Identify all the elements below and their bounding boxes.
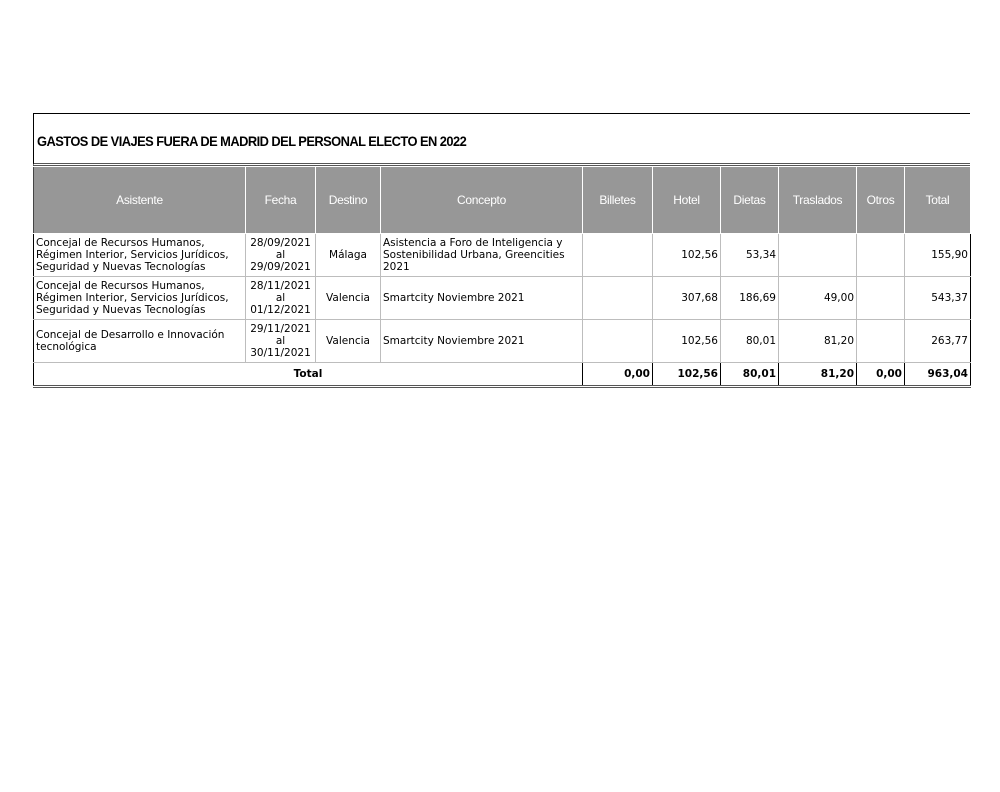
header-asistente: Asistente xyxy=(34,167,246,234)
totals-row xyxy=(34,363,971,387)
header-hotel: Hotel xyxy=(653,167,721,234)
cell-dietas: 186,69 xyxy=(721,277,779,320)
cell-destino: Valencia xyxy=(316,320,381,363)
fecha-hasta: 30/11/2021 xyxy=(250,347,311,359)
total-traslados: 81,20 xyxy=(779,363,857,387)
total-hotel: 102,56 xyxy=(653,363,721,387)
cell-asistente: Concejal de Desarrollo e Innovación tecnológica xyxy=(34,320,246,363)
header-traslados: Traslados xyxy=(779,167,857,234)
total-dietas: 80,01 xyxy=(721,363,779,387)
cell-otros xyxy=(857,320,905,363)
cell-hotel: 307,68 xyxy=(653,277,721,320)
cell-otros xyxy=(857,277,905,320)
cell-concepto: Smartcity Noviembre 2021 xyxy=(381,320,583,363)
fecha-desde: 28/11/2021 xyxy=(250,280,311,292)
fecha-desde: 28/09/2021 xyxy=(250,237,311,249)
expense-sheet xyxy=(33,113,970,388)
cell-total: 543,37 xyxy=(905,277,971,320)
fecha-al: al xyxy=(275,335,286,347)
cell-destino: Valencia xyxy=(316,277,381,320)
cell-destino: Málaga xyxy=(316,234,381,277)
fecha-al: al xyxy=(275,292,286,304)
cell-total: 155,90 xyxy=(905,234,971,277)
expense-table xyxy=(33,166,971,388)
cell-fecha xyxy=(246,234,316,277)
cell-fecha xyxy=(246,320,316,363)
title-box xyxy=(33,113,970,166)
cell-asistente: Concejal de Recursos Humanos, Régimen Interior, Servicios Jurídicos, Seguridad y Nuevas Tecnologías xyxy=(34,234,246,277)
cell-asistente: Concejal de Recursos Humanos, Régimen Interior, Servicios Jurídicos, Seguridad y Nuevas Tecnologías xyxy=(34,277,246,320)
cell-traslados xyxy=(779,234,857,277)
cell-traslados: 49,00 xyxy=(779,277,857,320)
total-otros: 0,00 xyxy=(857,363,905,387)
cell-otros xyxy=(857,234,905,277)
table-row xyxy=(34,320,971,363)
cell-dietas: 80,01 xyxy=(721,320,779,363)
cell-billetes xyxy=(583,320,653,363)
cell-concepto: Smartcity Noviembre 2021 xyxy=(381,277,583,320)
cell-concepto: Asistencia a Foro de Inteligencia y Sostenibilidad Urbana, Greencities 2021 xyxy=(381,234,583,277)
table-row xyxy=(34,277,971,320)
header-otros: Otros xyxy=(857,167,905,234)
cell-hotel: 102,56 xyxy=(653,234,721,277)
cell-billetes xyxy=(583,234,653,277)
cell-fecha xyxy=(246,277,316,320)
header-fecha: Fecha xyxy=(246,167,316,234)
total-total: 963,04 xyxy=(905,363,971,387)
fecha-hasta: 01/12/2021 xyxy=(250,304,311,316)
header-dietas: Dietas xyxy=(721,167,779,234)
fecha-hasta: 29/09/2021 xyxy=(250,261,311,273)
cell-total: 263,77 xyxy=(905,320,971,363)
cell-traslados: 81,20 xyxy=(779,320,857,363)
total-billetes: 0,00 xyxy=(583,363,653,387)
table-row xyxy=(34,234,971,277)
header-row xyxy=(34,167,971,234)
cell-hotel: 102,56 xyxy=(653,320,721,363)
header-billetes: Billetes xyxy=(583,167,653,234)
cell-dietas: 53,34 xyxy=(721,234,779,277)
header-total: Total xyxy=(905,167,971,234)
header-destino: Destino xyxy=(316,167,381,234)
header-concepto: Concepto xyxy=(381,167,583,234)
totals-label: Total xyxy=(34,363,583,387)
sheet-title: GASTOS DE VIAJES FUERA DE MADRID DEL PERSONAL ELECTO EN 2022 xyxy=(37,133,467,149)
fecha-al: al xyxy=(275,249,286,261)
fecha-desde: 29/11/2021 xyxy=(250,323,311,335)
cell-billetes xyxy=(583,277,653,320)
